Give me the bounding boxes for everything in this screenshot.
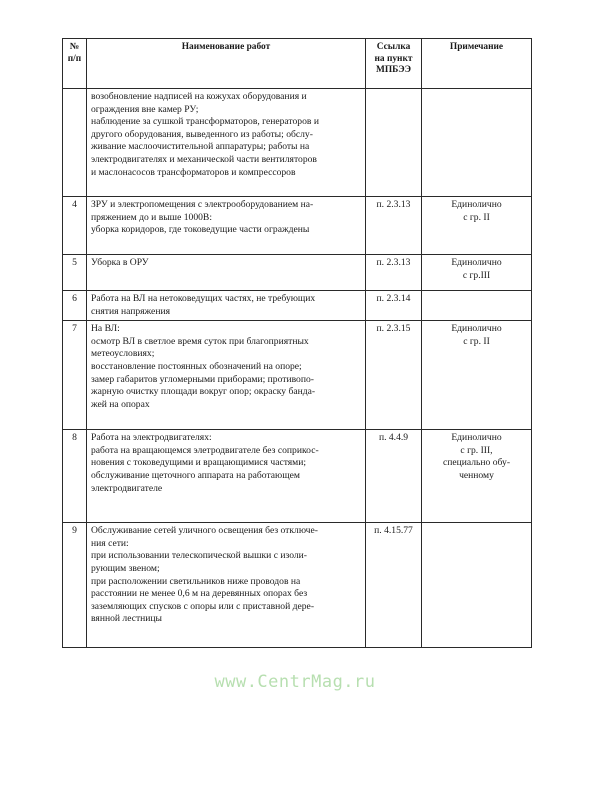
site-watermark: www.CentrMag.ru [214,672,376,692]
table-header-row [63,39,532,89]
row-note: Единолично с гр.III [422,255,532,291]
row-number: 5 [63,255,87,291]
row-work-description: Уборка в ОРУ [87,255,366,291]
row-number: 6 [63,291,87,321]
row-reference [366,89,422,197]
header-note: Примечание [422,39,532,89]
row-work-description: ЗРУ и электропомещения с электрооборудованием на- пряжением до и выше 1000В: уборка коридоров, где токоведущие части ограждены [87,197,366,255]
row-number: 9 [63,523,87,648]
row-reference: п. 2.3.13 [366,255,422,291]
row-work-description: возобновление надписей на кожухах оборудования и ограждения вне камер РУ; наблюдение за сушкой трансформаторов, генераторов и другого оборудования, выведенного из работы; обслу- живание маслоочистительной аппаратуры; работы на электродвигателях и механической части вентиляторов и маслонасосов трансформаторов и компрессоров [87,89,366,197]
row-note: Единолично с гр. II [422,321,532,430]
table-row [63,197,532,255]
table-row [63,255,532,291]
header-work-name: Наименование работ [87,39,366,89]
row-note [422,523,532,648]
row-reference: п. 4.15.77 [366,523,422,648]
header-number: № п/п [63,39,87,89]
table-row [63,321,532,430]
table-row [63,523,532,648]
header-reference: Ссылка на пункт МПБЭЭ [366,39,422,89]
table-row [63,430,532,523]
row-reference: п. 4.4.9 [366,430,422,523]
work-permissions-table [62,38,532,648]
row-work-description: Работа на ВЛ на нетоковедущих частях, не требующих снятия напряжения [87,291,366,321]
row-work-description: Обслуживание сетей уличного освещения без отключе- ния сети: при использовании телескопической вышки с изоли- рующим звеном; при расположении светильников ниже проводов на расстоянии не менее 0,6 м на деревянных опорах без заземляющих спусков с опоры или с приставной дере- вянной лестницы [87,523,366,648]
row-work-description: Работа на электродвигателях: работа на вращающемся элетродвигателе без соприкос- новения с токоведущими и вращающимися частями; обслуживание щеточного аппарата на работающем электродвигателе [87,430,366,523]
row-reference: п. 2.3.15 [366,321,422,430]
row-note: Единолично с гр. II [422,197,532,255]
row-number [63,89,87,197]
row-reference: п. 2.3.14 [366,291,422,321]
row-number: 7 [63,321,87,430]
row-number: 4 [63,197,87,255]
row-note: Единолично с гр. III, специально обу- ченному [422,430,532,523]
table-row [63,291,532,321]
row-note [422,291,532,321]
row-work-description: На ВЛ: осмотр ВЛ в светлое время суток при благоприятных метеоусловиях; восстановление постоянных обозначений на опоре; замер габаритов угломерными приборами; противопо- жарную очистку площади вокруг опор; окраску банда- жей на опорах [87,321,366,430]
row-number: 8 [63,430,87,523]
table-row [63,89,532,197]
row-note [422,89,532,197]
row-reference: п. 2.3.13 [366,197,422,255]
